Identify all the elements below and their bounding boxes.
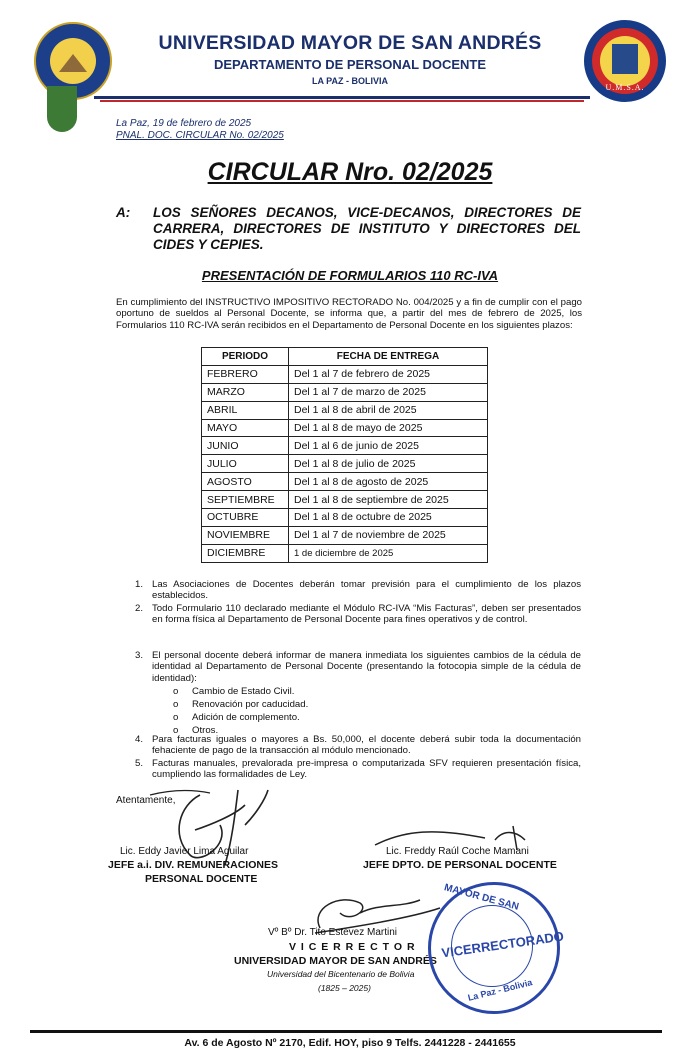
- table-row: [202, 473, 488, 491]
- bullet-mark: o: [173, 725, 179, 736]
- table-row: [202, 509, 488, 527]
- date-cell: Del 1 al 8 de octubre de 2025: [289, 509, 488, 527]
- sub-list-item: Renovación por caducidad.: [192, 699, 309, 710]
- left-signer-name: Lic. Eddy Javier Lima Aguilar: [120, 846, 249, 857]
- list-number: 1.: [135, 579, 144, 590]
- period-cell: OCTUBRE: [202, 509, 289, 527]
- bullet-mark: o: [173, 699, 179, 710]
- list-item: Para facturas iguales o mayores a Bs. 50,000, el docente deberá subir toda la documentación fehaciente de pago de la transacción al módulo mencionado.: [152, 734, 581, 757]
- date-cell: Del 1 al 8 de abril de 2025: [289, 401, 488, 419]
- bullet-mark: o: [173, 712, 179, 723]
- period-cell: JUNIO: [202, 437, 289, 455]
- period-cell: JULIO: [202, 455, 289, 473]
- period-cell: AGOSTO: [202, 473, 289, 491]
- footer-rule: [30, 1030, 662, 1033]
- table-row: [202, 419, 488, 437]
- left-signer-role: JEFE a.i. DIV. REMUNERACIONES: [108, 859, 278, 871]
- date-cell: Del 1 al 7 de marzo de 2025: [289, 383, 488, 401]
- left-signer-unit: PERSONAL DOCENTE: [145, 873, 258, 885]
- university-name: UNIVERSIDAD MAYOR DE SAN ANDRÉS: [158, 32, 542, 54]
- date-cell: Del 1 al 6 de junio de 2025: [289, 437, 488, 455]
- date-cell: Del 1 al 8 de agosto de 2025: [289, 473, 488, 491]
- vicerrector-title: V I C E R R E C T O R: [289, 941, 416, 953]
- period-cell: NOVIEMBRE: [202, 526, 289, 544]
- date-cell: Del 1 al 7 de noviembre de 2025: [289, 526, 488, 544]
- recipient-label: A:: [116, 205, 131, 220]
- table-row: [202, 383, 488, 401]
- list-item: Facturas manuales, prevalorada pre-impresa o computarizada SFV requieren presentación física, cumpliendo las formalidades de Ley.: [152, 758, 581, 781]
- table-row: [202, 437, 488, 455]
- table-row: [202, 544, 488, 562]
- circular-title: CIRCULAR Nro. 02/2025: [207, 158, 493, 186]
- date-cell: Del 1 al 8 de mayo de 2025: [289, 419, 488, 437]
- date-cell: 1 de diciembre de 2025: [289, 544, 488, 562]
- period-cell: DICIEMBRE: [202, 544, 289, 562]
- subject-heading: PRESENTACIÓN DE FORMULARIOS 110 RC-IVA: [201, 268, 499, 283]
- stamp-bottom-text: La Paz - Bolivia: [466, 977, 534, 1003]
- list-item: Las Asociaciones de Docentes deberán tomar previsión para el cumplimiento de los plazos establecidos.: [152, 579, 581, 602]
- logo-umsa-text: U.M.S.A.: [605, 83, 645, 92]
- sub-list-item: Adición de complemento.: [192, 712, 300, 723]
- list-number: 3.: [135, 650, 144, 661]
- vicerrector-years: (1825 – 2025): [318, 983, 371, 993]
- period-cell: MARZO: [202, 383, 289, 401]
- date-cell: Del 1 al 7 de febrero de 2025: [289, 365, 488, 383]
- table-row: [202, 365, 488, 383]
- personal-docente-logo: [584, 20, 666, 102]
- period-cell: SEPTIEMBRE: [202, 491, 289, 509]
- recipient-text: LOS SEÑORES DECANOS, VICE-DECANOS, DIRECTORES DE CARRERA, DIRECTORES DE INSTITUTO Y DIRECTORES DEL CIDES Y CEPIES.: [153, 205, 581, 252]
- sub-list-item: Otros.: [192, 725, 219, 736]
- city-line: LA PAZ - BOLIVIA: [312, 76, 388, 86]
- date-cell: Del 1 al 8 de septiembre de 2025: [289, 491, 488, 509]
- sub-list-item: Cambio de Estado Civil.: [192, 686, 295, 697]
- right-signer-name: Lic. Freddy Raúl Coche Mamani: [386, 846, 529, 857]
- list-number: 5.: [135, 758, 144, 769]
- table-row: [202, 491, 488, 509]
- stamp-center-text: VICERRECTORADO: [440, 928, 565, 961]
- deadlines-table: [201, 347, 488, 563]
- vicerrector-name: Vº Bº Dr. Tito Estevez Martini: [268, 927, 398, 938]
- period-cell: FEBRERO: [202, 365, 289, 383]
- period-cell: ABRIL: [202, 401, 289, 419]
- intro-paragraph: En cumplimiento del INSTRUCTIVO IMPOSITIVO RECTORADO No. 004/2025 y a fin de cumplir con el pago oportuno de sueldos al Personal Docente, se informa que, a partir del mes de febrero de 2025, los Formularios 110 RC-IVA serán recibidos en el Departamento de Personal Docente en los siguientes plazos:: [116, 297, 582, 331]
- closing-text: Atentamente,: [116, 795, 176, 806]
- document-reference: PNAL. DOC. CIRCULAR No. 02/2025: [116, 130, 284, 141]
- list-item: El personal docente deberá informar de manera inmediata los siguientes cambios de la cédula de identidad al Departamento de Personal Docente (presentando la fotocopia simple de la cédula de identidad):: [152, 650, 581, 684]
- header-rule-red: [100, 100, 584, 102]
- list-number: 4.: [135, 734, 144, 745]
- footer-address: Av. 6 de Agosto Nº 2170, Edif. HOY, piso 9 Telfs. 2441228 - 2441655: [184, 1037, 516, 1049]
- department-name: DEPARTAMENTO DE PERSONAL DOCENTE: [213, 57, 487, 72]
- list-number: 2.: [135, 603, 144, 614]
- period-cell: MAYO: [202, 419, 289, 437]
- right-signer-role: JEFE DPTO. DE PERSONAL DOCENTE: [363, 859, 557, 871]
- document-date: La Paz, 19 de febrero de 2025: [116, 118, 252, 129]
- umsa-shield-emblem: [47, 86, 77, 132]
- bullet-mark: o: [173, 686, 179, 697]
- table-header-row: [202, 348, 488, 366]
- vicerrector-university: UNIVERSIDAD MAYOR DE SAN ANDRÉS: [234, 955, 437, 967]
- column-header-fecha: FECHA DE ENTREGA: [289, 348, 488, 366]
- table-row: [202, 455, 488, 473]
- table-row: [202, 401, 488, 419]
- table-row: [202, 526, 488, 544]
- column-header-periodo: PERIODO: [202, 348, 289, 366]
- stamp-top-text: MAYOR DE SAN: [442, 882, 520, 913]
- list-item: Todo Formulario 110 declarado mediante el Módulo RC-IVA “Mis Facturas”, deben ser presentados en forma física al Departamento de Personal Docente para fines operativos y de control.: [152, 603, 581, 626]
- date-cell: Del 1 al 8 de julio de 2025: [289, 455, 488, 473]
- vicerrector-motto: Universidad del Bicentenario de Bolivia: [267, 969, 415, 979]
- header-rule-blue: [94, 96, 590, 99]
